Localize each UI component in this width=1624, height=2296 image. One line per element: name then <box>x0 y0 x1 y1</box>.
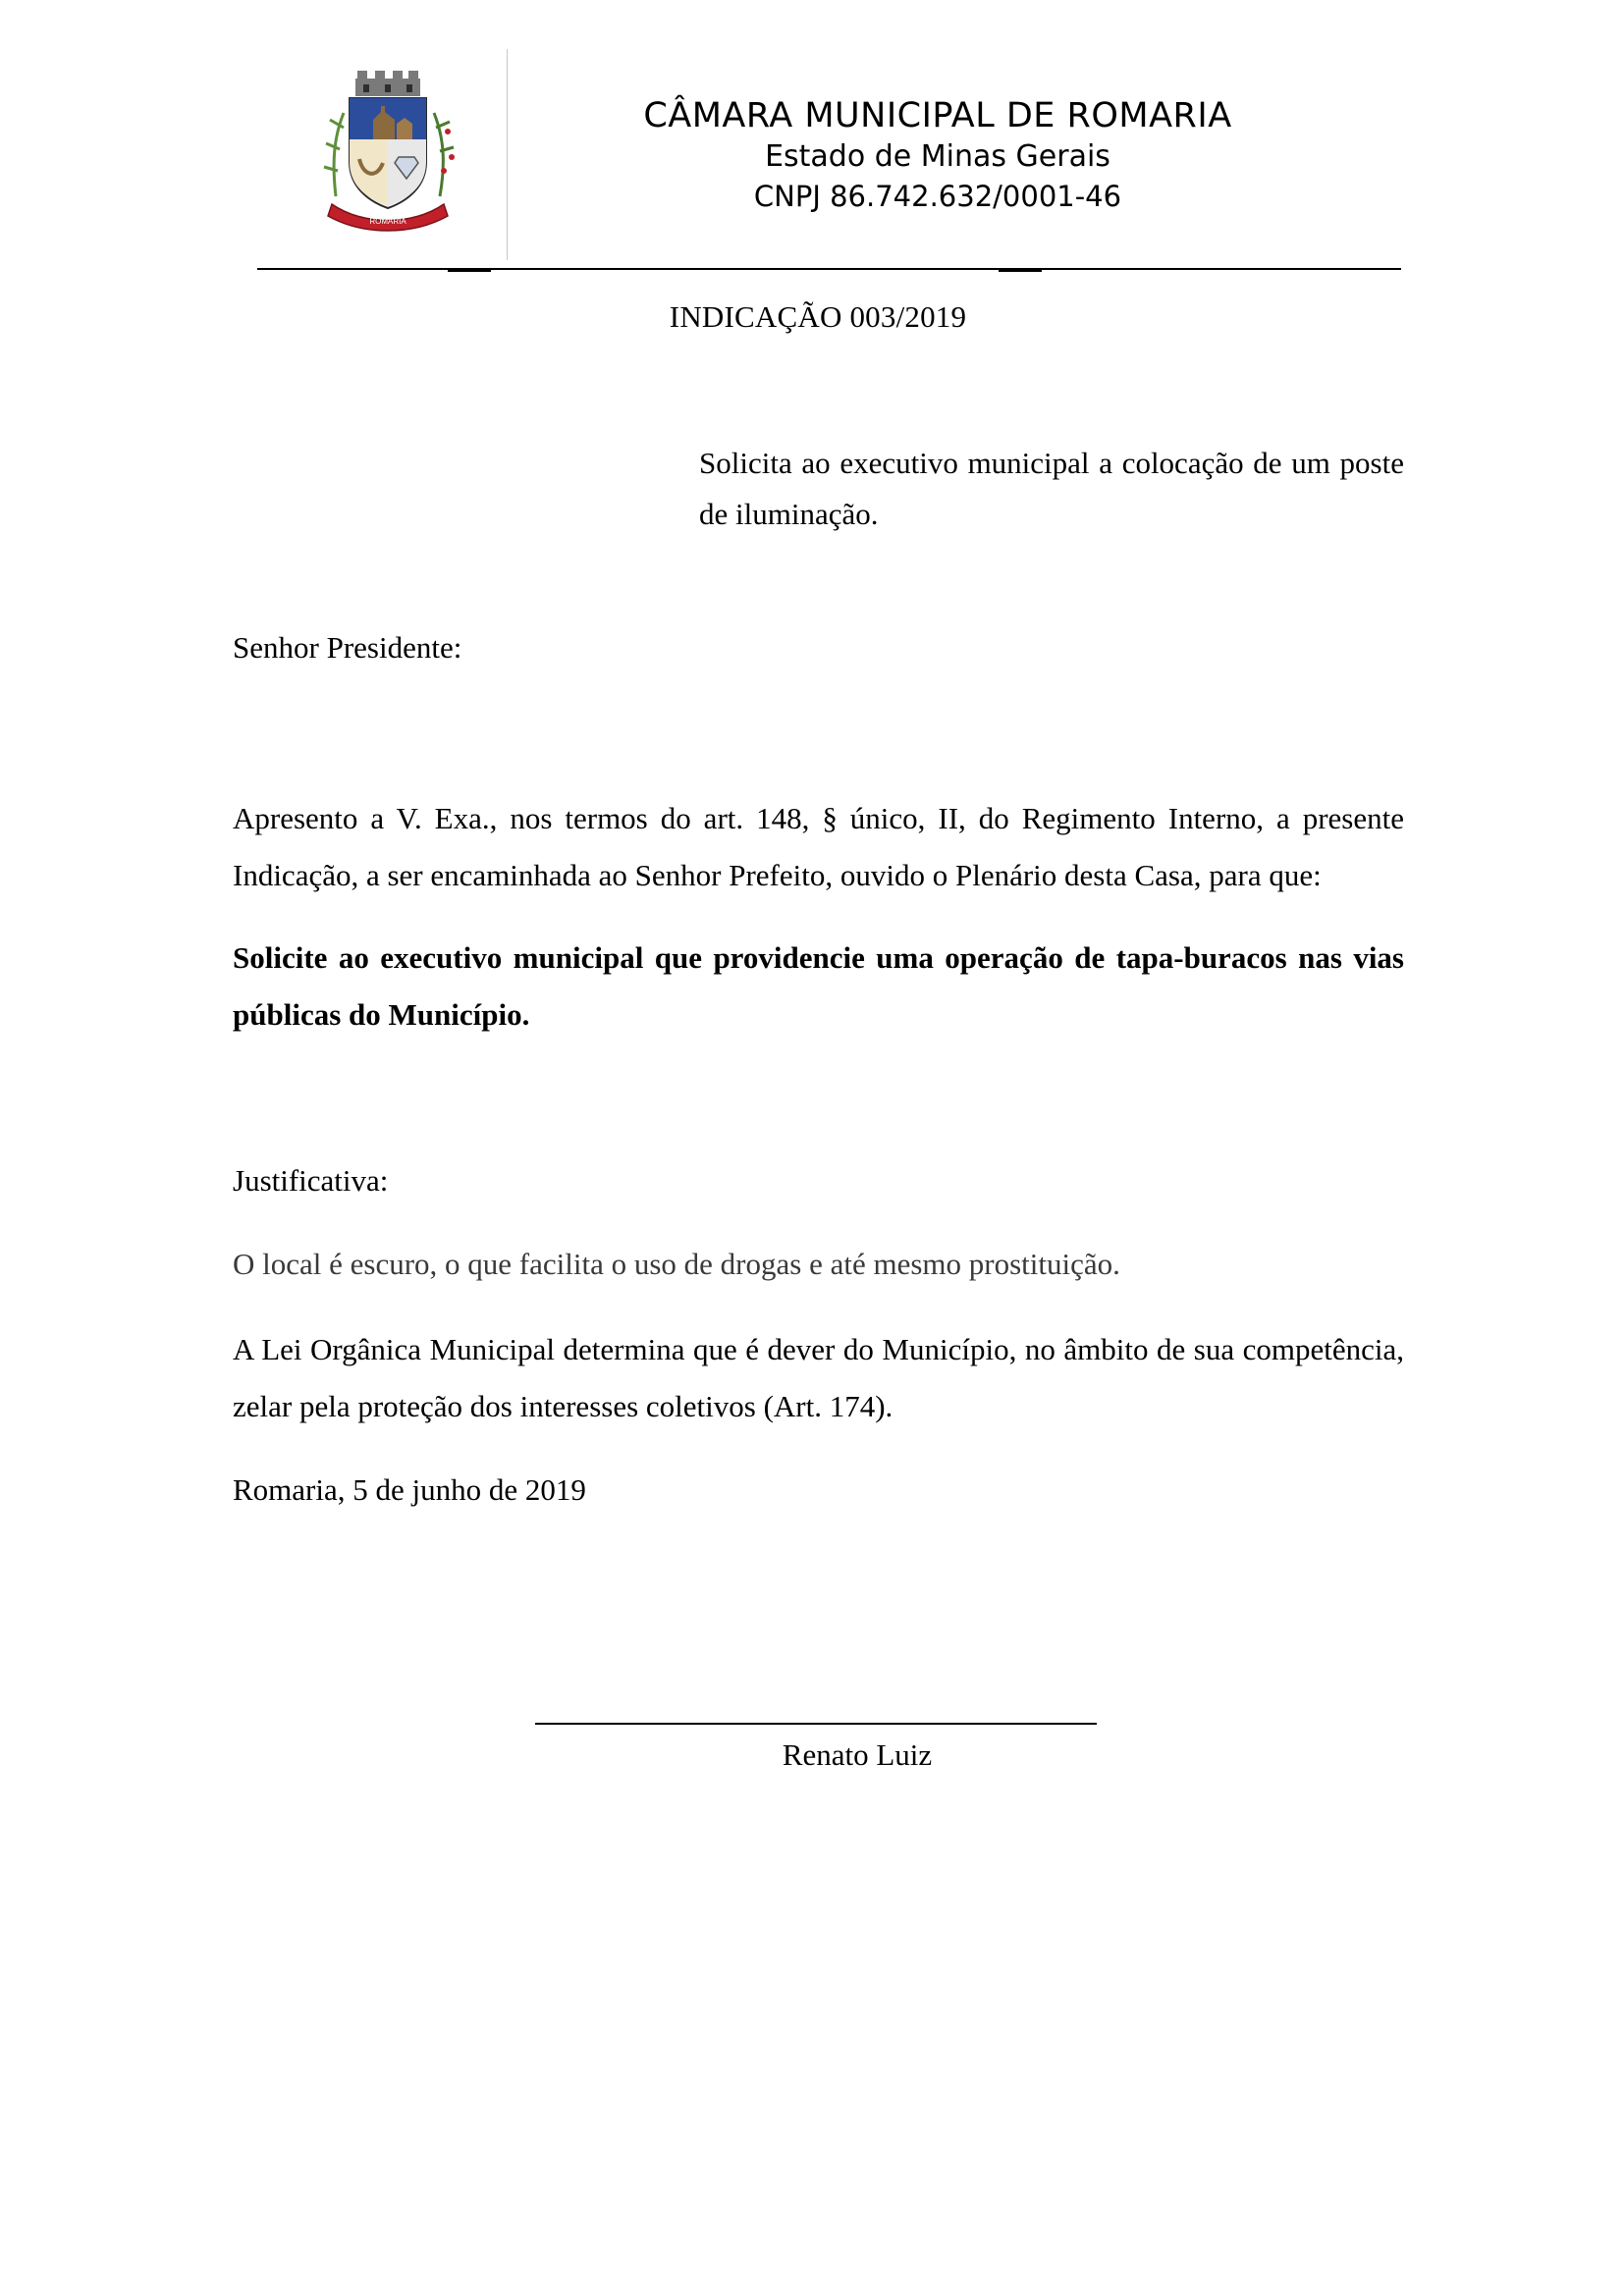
document-title: INDICAÇÃO 003/2019 <box>669 299 967 334</box>
organization-cnpj: CNPJ 86.742.632/0001-46 <box>753 180 1122 213</box>
signature-line <box>535 1723 1097 1725</box>
letterhead <box>550 94 1326 216</box>
intro-paragraph: Apresento a V. Exa., nos termos do art. 148, § único, II, do Regimento Interno, a presente Indicação, a ser encaminhada ao Senhor Prefeito, ouvido o Plenário desta Casa, para que: <box>233 801 1404 892</box>
header-vertical-divider <box>507 49 508 260</box>
salutation: Senhor Presidente: <box>233 630 462 665</box>
header-rule-accent <box>999 270 1042 272</box>
municipal-coat-of-arms-icon <box>314 69 461 236</box>
request-paragraph: Solicite ao executivo municipal que providencie uma operação de tapa-buracos nas vias públicas do Município. <box>233 940 1404 1032</box>
justification-heading: Justificativa: <box>233 1163 389 1198</box>
signer-name: Renato Luiz <box>782 1737 933 1772</box>
organization-state: Estado de Minas Gerais <box>765 139 1110 174</box>
svg-text:ROMARIA: ROMARIA <box>369 217 406 226</box>
document-summary: Solicita ao executivo municipal a colocação de um poste de iluminação. <box>699 446 1404 531</box>
justification-paragraph: O local é escuro, o que facilita o uso de drogas e até mesmo prostituição. <box>233 1247 1120 1281</box>
organization-name: CÂMARA MUNICIPAL DE ROMARIA <box>643 96 1232 135</box>
legal-basis-paragraph: A Lei Orgânica Municipal determina que é dever do Município, no âmbito de sua competência, zelar pela proteção dos interesses coletivos (Art. 174). <box>233 1332 1404 1423</box>
place-and-date: Romaria, 5 de junho de 2019 <box>233 1472 586 1507</box>
header-rule <box>257 268 1401 270</box>
header-rule-accent <box>448 270 491 272</box>
